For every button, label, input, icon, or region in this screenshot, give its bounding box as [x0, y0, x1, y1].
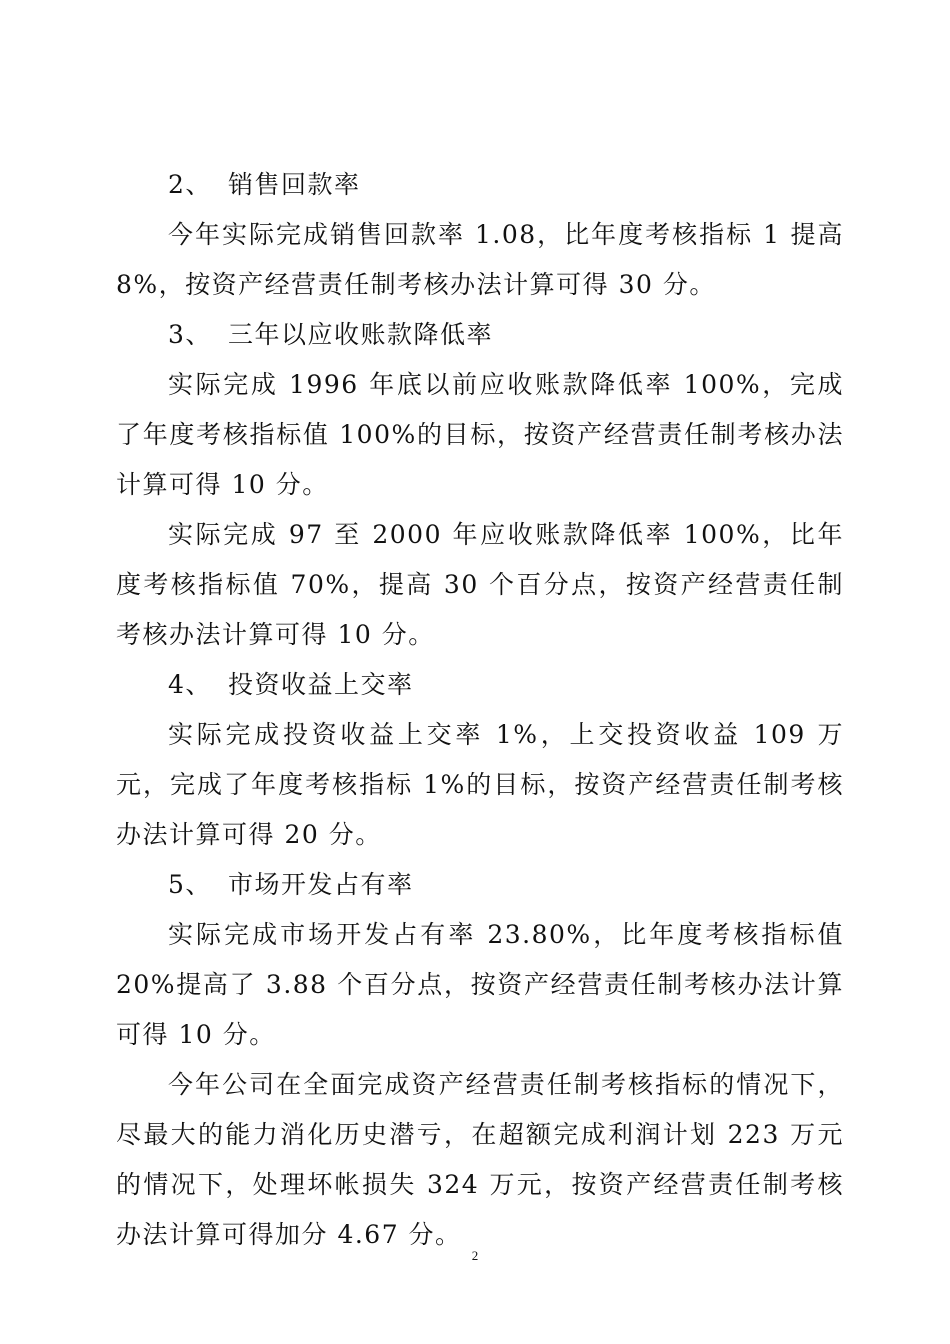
section-number: 3、 — [168, 320, 212, 349]
section-heading — [116, 660, 844, 710]
section-heading — [116, 860, 844, 910]
paragraph: 今年公司在全面完成资产经营责任制考核指标的情况下，尽最大的能力消化历史潜亏，在超额完成利润计划 223 万元的情况下，处理坏帐损失 324 万元，按资产经营责任制考核办法计算可得加分 4.67 分。 — [116, 1070, 844, 1249]
section-title: 三年以应收账款降低率 — [228, 320, 494, 349]
section-heading — [116, 310, 844, 360]
paragraph: 实际完成投资收益上交率 1%，上交投资收益 109 万元，完成了年度考核指标 1%的目标，按资产经营责任制考核办法计算可得 20 分。 — [116, 720, 844, 849]
paragraph: 实际完成 1996 年底以前应收账款降低率 100%，完成了年度考核指标值 100%的目标，按资产经营责任制考核办法计算可得 10 分。 — [116, 370, 844, 499]
page-number: 2 — [471, 1248, 479, 1263]
section-title: 市场开发占有率 — [228, 870, 414, 899]
paragraph: 今年实际完成销售回款率 1.08，比年度考核指标 1 提高 8%，按资产经营责任制考核办法计算可得 30 分。 — [116, 220, 854, 299]
document-body — [116, 160, 854, 1260]
section-heading — [116, 160, 844, 210]
paragraph: 实际完成 97 至 2000 年应收账款降低率 100%，比年度考核指标值 70%，提高 30 个百分点，按资产经营责任制考核办法计算可得 10 分。 — [116, 520, 844, 649]
section-number: 4、 — [168, 670, 212, 699]
section-title: 销售回款率 — [228, 170, 361, 199]
section-number: 2、 — [168, 170, 212, 199]
section-number: 5、 — [168, 870, 212, 899]
section-title: 投资收益上交率 — [228, 670, 414, 699]
paragraph: 实际完成市场开发占有率 23.80%，比年度考核指标值 20%提高了 3.88 个百分点，按资产经营责任制考核办法计算可得 10 分。 — [116, 920, 854, 1049]
